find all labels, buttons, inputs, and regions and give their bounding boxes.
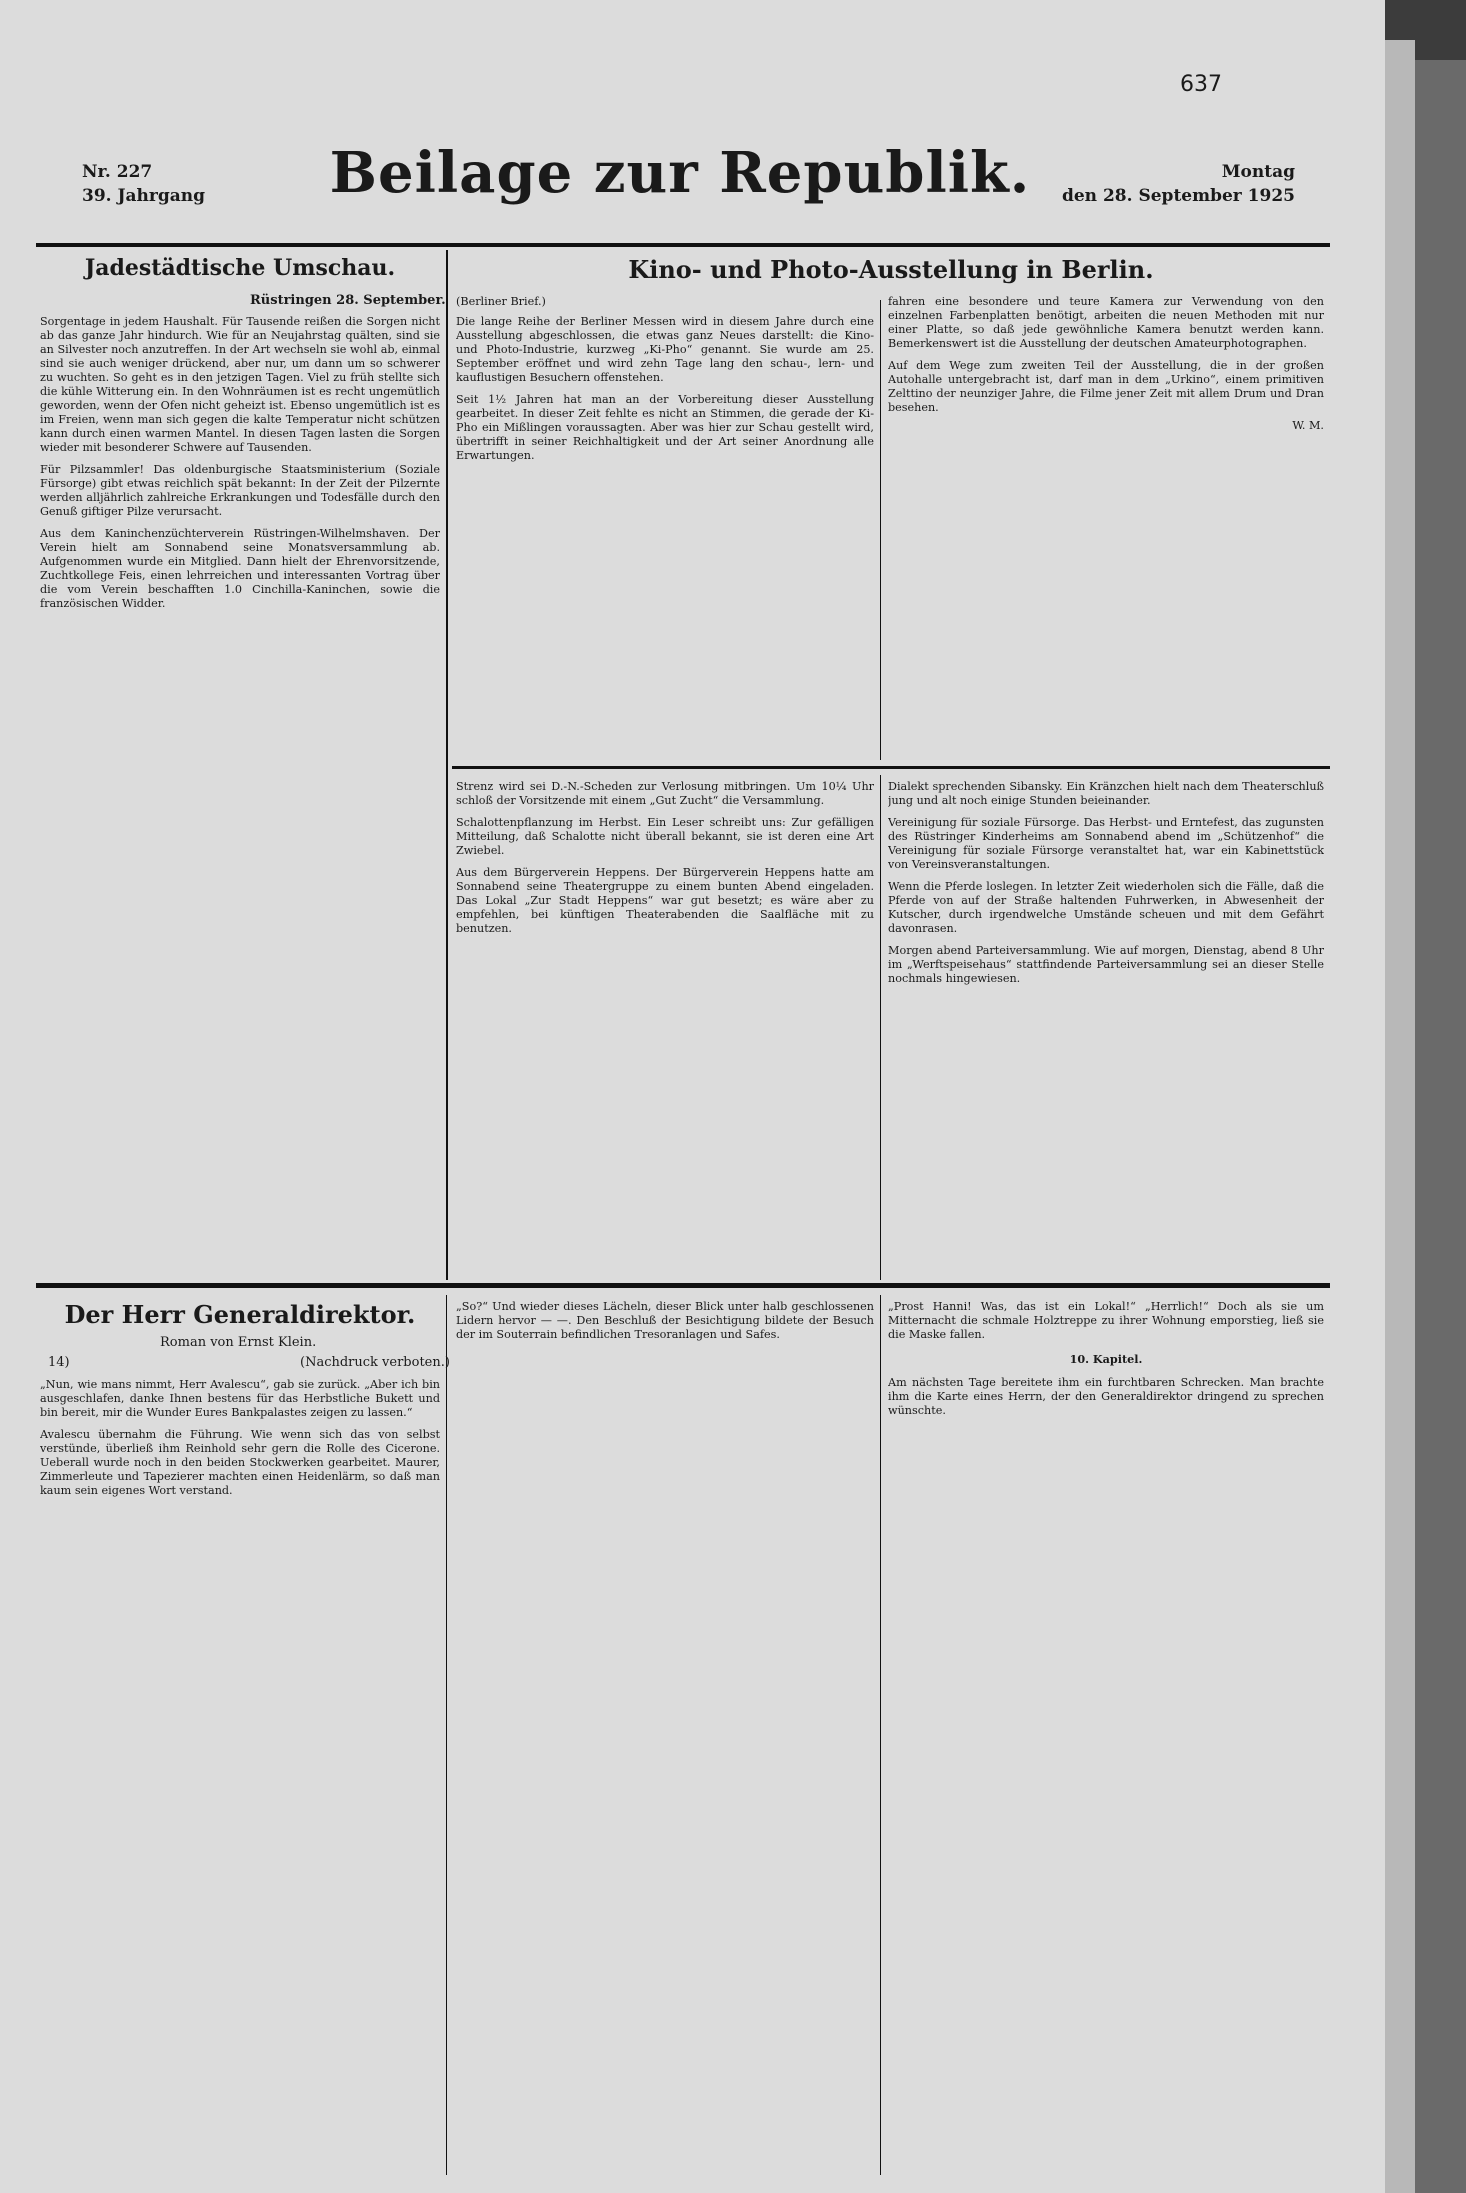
section4-para4: Morgen abend Parteiversammlung. Wie auf morgen, Dienstag, abend 8 Uhr im „Werftspeisehaus“ stattfindende Parteiversammlung sei an dieser Stelle nochmals hingewiesen. [888,944,1324,985]
section4-para3: Wenn die Pferde loslegen. In letzter Zeit wiederholen sich die Fälle, daß die Pferde von auf der Straße haltenden Fuhrwerken, in Abwesenheit der Kutscher, durch irgendwelche Umstände scheuen und mit dem Gefährt davonrasen. [888,880,1324,935]
section4-para1: Dialekt sprechenden Sibansky. Ein Kränzchen hielt nach dem Theaterschluß jung und alt noch einige Stunden beieinander. [888,780,1324,807]
novel-byline: Roman von Ernst Klein. [160,1335,317,1350]
date-info [1055,160,1295,208]
section3-body [456,780,874,1280]
novel-col-c [888,1300,1324,2180]
novel-title: Der Herr Generaldirektor. [64,1300,416,1329]
section-rule-right [452,766,1330,769]
novel-note: (Nachdruck verboten.) [300,1355,450,1370]
section1-body [40,315,440,1280]
section2-sub: (Berliner Brief.) [456,295,546,308]
novel-col-a [40,1378,440,2178]
novel-para4: „Prost Hanni! Was, das ist ein Lokal!“ „Herrlich!“ Doch als sie um Mitternacht die schmale Holztreppe zu ihrer Wohnung emporstieg, ließ sie die Maske fallen. [888,1300,1324,1341]
weekday: Montag [1221,162,1295,182]
page-edge [1385,40,1415,2193]
column-rule-1 [446,250,448,1280]
section1-para2: Für Pilzsammler! Das oldenburgische Staatsministerium (Soziale Fürsorge) gibt etwas reichlich spät bekannt: In der Zeit der Pilzernte werden alljährlich zahlreiche Erkrankungen und Todesfälle durch den Genuß giftiger Pilze verursacht. [40,463,440,518]
section1-para3: Aus dem Kaninchenzüchterverein Rüstringen-Wilhelmshaven. Der Verein hielt am Sonnabend seine Monatsversammlung ab. Aufgenommen wurde ein Mitglied. Dann hielt der Ehrenvorsitzende, Zuchtkollege Feis, einen lehrreichen und interessanten Vortrag über die vom Verein beschafften 1.0 Cinchilla-Kaninchen, sowie die französischen Widder. [40,527,440,610]
page-number: 637 [1180,72,1222,97]
section3-para3: Aus dem Bürgerverein Heppens. Der Bürgerverein Heppens hatte am Sonnabend seine Theatergruppe zu einem bunten Abend eingeladen. Das Lokal „Zur Stadt Heppens“ war gut besetzt; es wäre aber zu empfehlen, bei künftigen Theaterabenden die Saalfläche mit zu benutzen. [456,866,874,935]
section4-body [888,780,1324,1280]
section3-para2: Schalottenpflanzung im Herbst. Ein Leser schreibt uns: Zur gefälligen Mitteilung, daß Schalotte nicht überall bekannt, sie ist deren eine Art Zwiebel. [456,816,874,857]
section1-dateline: Rüstringen 28. September. [250,293,446,308]
column-rule-4 [446,1295,447,2175]
section2-title: Kino- und Photo-Ausstellung in Berlin. [628,255,1154,284]
section2-para3: fahren eine besondere und teure Kamera zur Verwendung von den einzelnen Farbenplatten benötigt, arbeiten die neuen Methoden mit nur einer Platte, so daß jede gewöhnliche Kamera benutzt werden kann. Bemerkenswert ist die Ausstellung der deutschen Amateurphotographen. [888,295,1324,350]
column-rule-3 [880,775,881,1280]
section4-para2: Vereinigung für soziale Fürsorge. Das Herbst- und Erntefest, das zugunsten des Rüstringer Kinderheims am Sonnabend abend im „Schützenhof“ die Vereinigung für soziale Fürsorge veranstaltet hat, war ein Kabinettstück von Vereinsveranstaltungen. [888,816,1324,871]
section2-para4: Auf dem Wege zum zweiten Teil der Ausstellung, die in der großen Autohalle untergebracht ist, darf man in dem „Urkino“, einem primitiven Zelttino der neunziger Jahre, die Filme jener Zeit mit allem Drum und Dran besehen. [888,359,1324,414]
column-rule-5 [880,1295,881,2175]
section1-para1: Sorgentage in jedem Haushalt. Für Tausende reißen die Sorgen nicht ab das ganze Jahr hindurch. Wie für an Neujahrstag quälten, sind sie an Silvester noch anzutreffen. In der Art wechseln sie wohl ab, einmal sind sie auch weniger drückend, aber nur, um dann um so schwerer zu wuchten. So geht es in den jetzigen Tagen. Viel zu früh stellte sich die kühle Witterung ein. In den Wohnräumen ist es recht ungemütlich geworden, wenn der Ofen nicht geheizt ist. Ebenso ungemütlich ist es im Freien, wenn man sich gegen die kalte Temperatur nicht schützen kann durch einen warmen Mantel. In diesen Tagen lasten die Sorgen wieder mit besonderer Schwere auf Tausenden. [40,315,440,454]
issue-number: Nr. 227 [82,162,153,182]
novel-para1: „Nun, wie mans nimmt, Herr Avalescu“, gab sie zurück. „Aber ich bin ausgeschlafen, danke Ihnen bestens für das Herbstliche Bukett und bin bereit, mir die Wunder Eures Bankpalastes zeigen zu lassen.“ [40,1378,440,1419]
section2-col-a [456,295,874,760]
section2-para1: Die lange Reihe der Berliner Messen wird in diesem Jahre durch eine Ausstellung abgeschlossen, die etwas ganz Neues darstellt: die Kino- und Photo-Industrie, kurzweg „Ki-Pho“ genannt. Sie wurde am 25. September eröffnet und wird zehn Tage lang den schau-, lern- und kauflustigen Besuchern offenstehen. [456,315,874,384]
novel-para2: Avalescu übernahm die Führung. Wie wenn sich das von selbst verstünde, überließ ihm Reinhold sehr gern die Rolle des Cicerone. Ueberall wurde noch in den beiden Stockwerken gearbeitet. Maurer, Zimmerleute und Tapezierer machten einen Heidenlärm, so daß man kaum sein eigenes Wort verstand. [40,1428,440,1497]
section2-col-b [888,295,1324,760]
section2-para2: Seit 1½ Jahren hat man an der Vorbereitung dieser Ausstellung gearbeitet. In dieser Zeit fehlte es nicht an Stimmen, die gerade der Ki-Pho ein Mißlingen voraussagten. Aber was hier zur Schau gestellt wird, übertrifft in seiner Reichhaltigkeit und der Art seiner Anordnung alle Erwartungen. [456,393,874,462]
novel-para5: Am nächsten Tage bereitete ihm ein furchtbaren Schrecken. Man brachte ihm die Karte eines Herrn, der den Generaldirektor dringend zu sprechen wünschte. [888,1376,1324,1417]
novel-rule [36,1283,1330,1288]
volume: 39. Jahrgang [82,186,206,206]
novel-installment: 14) [48,1355,70,1370]
column-rule-2 [880,300,881,760]
novel-col-b [456,1300,874,2180]
novel-para3: „So?“ Und wieder dieses Lächeln, dieser Blick unter halb geschlossenen Lidern hervor — —. Den Beschluß der Besichtigung bildete der Besuch der im Souterrain befindlichen Tresoranlagen und Safes. [456,1300,874,1341]
masthead-rule [36,243,1330,247]
novel-chapter: 10. Kapitel. [1069,1352,1143,1366]
section3-para1: Strenz wird sei D.-N.-Scheden zur Verlosung mitbringen. Um 10¼ Uhr schloß der Vorsitzende mit einem „Gut Zucht“ die Versammlung. [456,780,874,807]
section2-signature: W. M. [1292,419,1324,432]
background-edge [1415,60,1466,2193]
section1-title: Jadestädtische Umschau. [84,255,396,281]
masthead: Beilage zur Republik. [329,140,1031,206]
issue-info [82,160,205,208]
issue-date: den 28. September 1925 [1061,186,1295,206]
